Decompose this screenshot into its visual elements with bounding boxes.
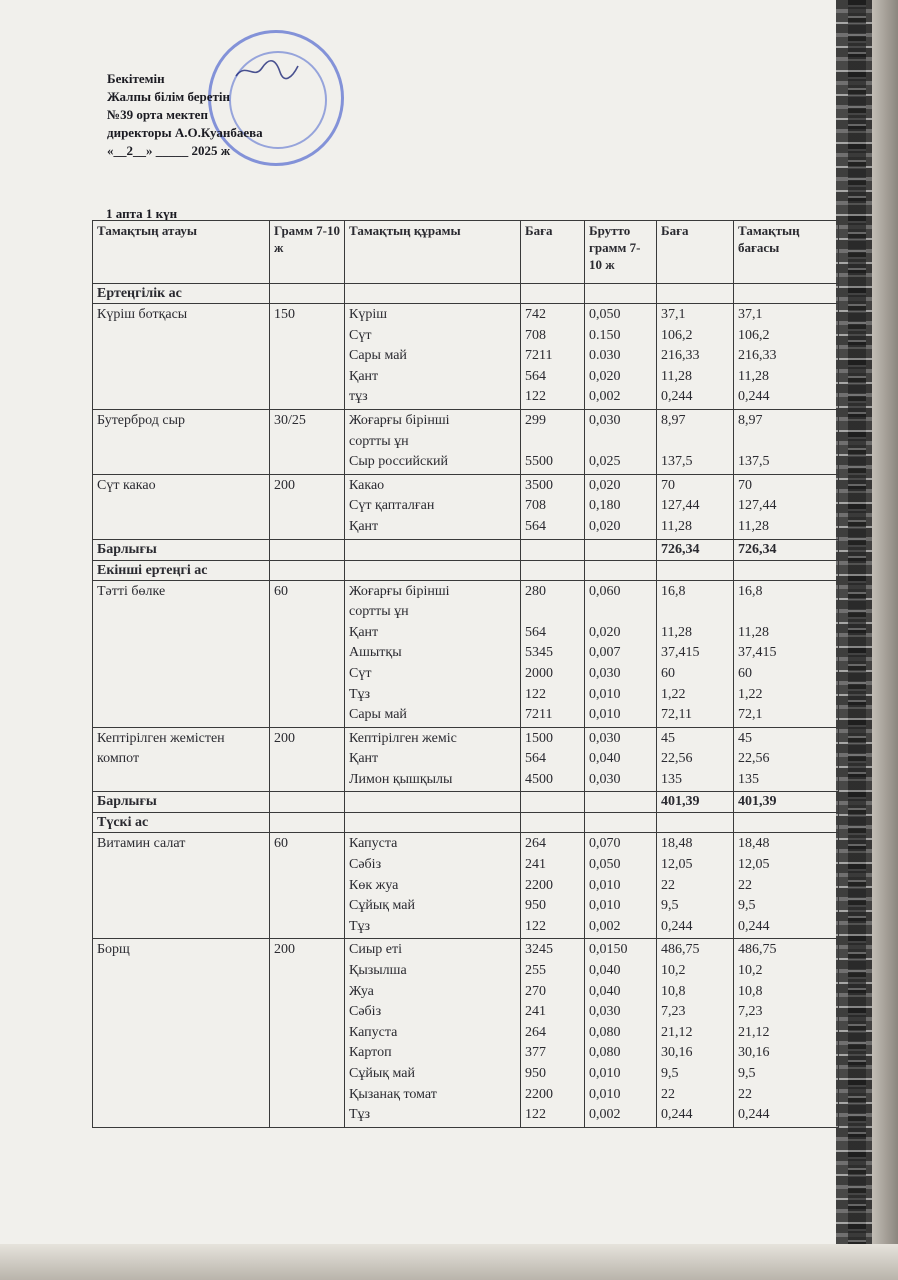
cell-line: 0,040 — [589, 751, 621, 767]
cell-line: 22 — [661, 1086, 675, 1102]
total-dish-price: 726,34 — [734, 539, 839, 560]
empty-cell — [521, 792, 585, 813]
cell-line: Тұз — [349, 686, 371, 702]
cell-line: 7211 — [525, 707, 553, 723]
dish-name: Кептірілген жемістен компот — [93, 727, 270, 792]
cell-line: 564 — [525, 751, 546, 767]
cell-line: Көк жуа — [349, 877, 399, 893]
cell-line: Қызанақ томат — [349, 1086, 437, 1102]
dish-brutto — [585, 409, 657, 474]
cell-line: 11,28 — [738, 368, 769, 384]
dish-total — [734, 939, 839, 1127]
empty-cell — [585, 539, 657, 560]
cell-line: Сүт — [349, 327, 372, 343]
cell-line: Қант — [349, 624, 379, 640]
cell-line: 0,030 — [589, 665, 621, 681]
dish-gram: 60 — [270, 580, 345, 727]
dish-cost — [657, 474, 734, 539]
bottom-surface — [0, 1244, 898, 1280]
cell-line: 216,33 — [661, 348, 700, 364]
cell-line: 0,040 — [589, 983, 621, 999]
cell-line: 3500 — [525, 477, 553, 493]
dish-price — [521, 409, 585, 474]
cell-line: Қант — [349, 751, 379, 767]
cell-line: 0,244 — [738, 389, 770, 405]
cell-line: 8,97 — [661, 412, 686, 428]
cell-line: 7211 — [525, 348, 553, 364]
dish-price — [521, 304, 585, 410]
cell-line: 22,56 — [661, 751, 693, 767]
cell-line: сортты ұн — [349, 604, 409, 620]
cell-line: 0,007 — [589, 645, 621, 661]
empty-cell — [657, 560, 734, 580]
cell-line: Сары май — [349, 348, 407, 364]
cell-line: 255 — [525, 963, 546, 979]
cell-line: 4500 — [525, 771, 553, 787]
cell-line: 8,97 — [738, 412, 763, 428]
cell-line: 564 — [525, 624, 546, 640]
empty-cell — [270, 792, 345, 813]
scan-edge-noise-inner — [848, 0, 866, 1280]
school-line: Жалпы білім беретін — [107, 89, 231, 104]
total-dish-price: 401,39 — [734, 792, 839, 813]
cell-line: Жуа — [349, 983, 374, 999]
cell-line: 45 — [738, 730, 752, 746]
empty-cell — [521, 284, 585, 304]
cell-line: 0,244 — [661, 918, 693, 934]
dish-ing — [345, 580, 521, 727]
dish-ing — [345, 409, 521, 474]
cell-line — [589, 432, 652, 453]
dish-gram: 150 — [270, 304, 345, 410]
dish-ing — [345, 474, 521, 539]
cell-line: 280 — [525, 583, 546, 599]
section-row — [93, 560, 839, 580]
total-cost: 726,34 — [657, 539, 734, 560]
cell-line: 0,070 — [589, 836, 621, 852]
cell-line: 216,33 — [738, 348, 777, 364]
dish-price — [521, 727, 585, 792]
cell-line: 11,28 — [738, 518, 769, 534]
cell-line: Капуста — [349, 1024, 398, 1040]
empty-cell — [734, 560, 839, 580]
cell-line: 0,030 — [589, 730, 621, 746]
cell-line: 0,244 — [738, 1107, 770, 1123]
empty-cell — [521, 813, 585, 833]
dish-brutto — [585, 304, 657, 410]
cell-line: 11,28 — [661, 624, 692, 640]
table-row — [93, 304, 839, 410]
dish-gram: 200 — [270, 727, 345, 792]
cell-line: 950 — [525, 898, 546, 914]
cell-line: 10,8 — [661, 983, 686, 999]
cell-line: 137,5 — [661, 454, 693, 470]
cell-line: 0,244 — [661, 1107, 693, 1123]
cell-line: 16,8 — [738, 583, 763, 599]
cell-line: Қант — [349, 368, 379, 384]
cell-line: 708 — [525, 498, 546, 514]
cell-line: Картоп — [349, 1045, 392, 1061]
cell-line: Какао — [349, 477, 385, 493]
col-gram: Грамм 7-10 ж — [270, 221, 345, 284]
dish-ing — [345, 939, 521, 1127]
empty-cell — [345, 813, 521, 833]
cell-line: 60 — [661, 665, 675, 681]
cell-line: 22 — [738, 1086, 752, 1102]
dish-name: Витамин салат — [93, 833, 270, 939]
cell-line: 264 — [525, 836, 546, 852]
cell-line: 30,16 — [661, 1045, 693, 1061]
cell-line: 2000 — [525, 665, 553, 681]
empty-cell — [585, 560, 657, 580]
cell-line: 377 — [525, 1045, 546, 1061]
empty-cell — [345, 539, 521, 560]
cell-line: 122 — [525, 1107, 546, 1123]
cell-line: сортты ұн — [349, 433, 409, 449]
cell-line: 0,180 — [589, 498, 621, 514]
cell-line: Сиыр еті — [349, 942, 402, 958]
cell-line: 37,1 — [738, 307, 763, 322]
table-row — [93, 833, 839, 939]
cell-line: 7,23 — [738, 1004, 763, 1020]
cell-line: 0,002 — [589, 1107, 621, 1123]
empty-cell — [521, 539, 585, 560]
dish-total — [734, 727, 839, 792]
cell-line: 0,030 — [589, 1004, 621, 1020]
cell-line: 37,415 — [661, 645, 700, 661]
col-ingredients: Тамақтың құрамы — [345, 221, 521, 284]
cell-line: Лимон қышқылы — [349, 771, 453, 787]
dish-ing — [345, 833, 521, 939]
cell-line: 9,5 — [738, 1066, 756, 1081]
cell-line: 2200 — [525, 1086, 553, 1102]
director-name: директоры А.О.Куанбаева — [107, 125, 263, 140]
cell-line: 0,010 — [589, 686, 621, 702]
cell-line: Сұйық май — [349, 898, 416, 914]
empty-cell — [270, 284, 345, 304]
cell-line — [525, 602, 580, 623]
cell-line: 122 — [525, 389, 546, 405]
cell-line: 1500 — [525, 730, 553, 746]
cell-line: 21,12 — [738, 1024, 770, 1040]
dish-total — [734, 304, 839, 410]
dish-price — [521, 474, 585, 539]
cell-line: 2200 — [525, 877, 553, 893]
dish-ing — [345, 304, 521, 410]
empty-cell — [734, 813, 839, 833]
dish-brutto — [585, 833, 657, 939]
dish-brutto — [585, 580, 657, 727]
approve-label: Бекітемін — [107, 71, 165, 86]
section-title: Түскі ас — [93, 813, 270, 833]
empty-cell — [585, 284, 657, 304]
empty-cell — [657, 813, 734, 833]
col-cost: Баға — [657, 221, 734, 284]
cell-line: 0,030 — [589, 412, 621, 428]
cell-line — [738, 432, 834, 453]
cell-line: 12,05 — [661, 857, 693, 873]
cell-line: 70 — [661, 477, 675, 493]
cell-line: 0,020 — [589, 368, 621, 384]
cell-line: 18,48 — [738, 836, 770, 852]
cell-line: 0,060 — [589, 583, 621, 599]
dish-name: Борщ — [93, 939, 270, 1127]
dish-cost — [657, 304, 734, 410]
col-brutto: Брутто грамм 7-10 ж — [585, 221, 657, 284]
cell-line: 127,44 — [738, 498, 777, 514]
cell-line: 270 — [525, 983, 546, 999]
empty-cell — [345, 560, 521, 580]
cell-line: Сүт қапталған — [349, 498, 435, 514]
dish-gram: 200 — [270, 474, 345, 539]
cell-line: 9,5 — [661, 1066, 679, 1081]
empty-cell — [345, 792, 521, 813]
approval-header — [107, 70, 263, 160]
dish-cost — [657, 409, 734, 474]
section-row — [93, 284, 839, 304]
cell-line: 22,56 — [738, 751, 770, 767]
dish-price — [521, 939, 585, 1127]
cell-line: Күріш — [349, 307, 388, 322]
cell-line: 11,28 — [661, 368, 692, 384]
section-title: Екінші ертеңгі ас — [93, 560, 270, 580]
cell-line: 18,48 — [661, 836, 693, 852]
cell-line — [525, 432, 580, 453]
cell-line: 10,8 — [738, 983, 763, 999]
cell-line: 22 — [738, 877, 752, 893]
dish-ing — [345, 727, 521, 792]
cell-line: 137,5 — [738, 454, 770, 470]
cell-line: 0,020 — [589, 518, 621, 534]
cell-line: Қант — [349, 518, 379, 534]
cell-line: 10,2 — [738, 963, 763, 979]
cell-line: 264 — [525, 1024, 546, 1040]
cell-line: 0,080 — [589, 1045, 621, 1061]
menu-table — [92, 220, 839, 1128]
cell-line: 0.030 — [589, 348, 621, 364]
cell-line: Сәбіз — [349, 857, 382, 873]
cell-line: 241 — [525, 857, 546, 873]
cell-line: 742 — [525, 307, 546, 322]
empty-cell — [734, 284, 839, 304]
cell-line: 5500 — [525, 454, 553, 470]
cell-line: 0,030 — [589, 771, 621, 787]
cell-line: 1,22 — [738, 686, 763, 702]
total-row — [93, 539, 839, 560]
cell-line: 0,080 — [589, 1024, 621, 1040]
cell-line: 0,050 — [589, 307, 621, 322]
cell-line: 0,010 — [589, 1086, 621, 1102]
col-dish-price: Тамақтың бағасы — [734, 221, 839, 284]
table-row — [93, 727, 839, 792]
cell-line: 72,1 — [738, 707, 763, 723]
cell-line: 72,11 — [661, 707, 692, 723]
dish-brutto — [585, 939, 657, 1127]
cell-line: Ашытқы — [349, 645, 402, 661]
cell-line: 22 — [661, 877, 675, 893]
cell-line: 0,010 — [589, 877, 621, 893]
cell-line: 106,2 — [738, 327, 770, 343]
cell-line: 60 — [738, 665, 752, 681]
cell-line: 9,5 — [738, 898, 756, 914]
cell-line: 122 — [525, 686, 546, 702]
section-row — [93, 813, 839, 833]
cell-line: 21,12 — [661, 1024, 693, 1040]
cell-line: 0,040 — [589, 963, 621, 979]
cell-line: 0,010 — [589, 898, 621, 914]
cell-line: 30,16 — [738, 1045, 770, 1061]
cell-line: 127,44 — [661, 498, 700, 514]
table-header-row — [93, 221, 839, 284]
dish-total — [734, 580, 839, 727]
cell-line: 0,0150 — [589, 942, 628, 958]
cell-line: 0,020 — [589, 477, 621, 493]
cell-line: Сұйық май — [349, 1066, 416, 1081]
dish-total — [734, 833, 839, 939]
cell-line: Қызылша — [349, 963, 407, 979]
cell-line: 564 — [525, 518, 546, 534]
cell-line: 950 — [525, 1066, 546, 1081]
cell-line: 0,010 — [589, 707, 621, 723]
dish-price — [521, 580, 585, 727]
cell-line: 135 — [738, 771, 759, 787]
dish-gram: 200 — [270, 939, 345, 1127]
cell-line: Капуста — [349, 836, 398, 852]
cell-line: 135 — [661, 771, 682, 787]
cell-line: 3245 — [525, 942, 553, 958]
empty-cell — [521, 560, 585, 580]
cell-line: 10,2 — [661, 963, 686, 979]
dish-total — [734, 409, 839, 474]
cell-line: Сыр российский — [349, 454, 449, 470]
empty-cell — [270, 813, 345, 833]
cell-line: Кептірілген жеміс — [349, 730, 457, 746]
cell-line: 37,415 — [738, 645, 777, 661]
cell-line: 0,002 — [589, 389, 621, 405]
cell-line: 299 — [525, 412, 546, 428]
cell-line: 7,23 — [661, 1004, 686, 1020]
cell-line: 12,05 — [738, 857, 770, 873]
cell-line: Тұз — [349, 918, 371, 934]
empty-cell — [585, 813, 657, 833]
cell-line: 0,025 — [589, 454, 621, 470]
cell-line: 0,002 — [589, 918, 621, 934]
cell-line — [738, 602, 834, 623]
empty-cell — [270, 539, 345, 560]
cell-line: 564 — [525, 368, 546, 384]
cell-line: 708 — [525, 327, 546, 343]
dish-gram: 30/25 — [270, 409, 345, 474]
empty-cell — [270, 560, 345, 580]
dish-brutto — [585, 727, 657, 792]
cell-line: 11,28 — [738, 624, 769, 640]
section-title: Ертеңгілік ас — [93, 284, 270, 304]
cell-line: 0,050 — [589, 857, 621, 873]
approval-date: «__2__» _____ 2025 ж — [107, 143, 231, 158]
school-number: №39 орта мектеп — [107, 107, 208, 122]
dish-cost — [657, 727, 734, 792]
dish-brutto — [585, 474, 657, 539]
total-label: Барлығы — [93, 792, 270, 813]
table-row — [93, 939, 839, 1127]
dish-name: Бутерброд сыр — [93, 409, 270, 474]
table-row — [93, 474, 839, 539]
empty-cell — [585, 792, 657, 813]
cell-line: Жоғарғы бірінші — [349, 412, 450, 428]
cell-line: 9,5 — [661, 898, 679, 914]
dish-name: Тәтті бөлке — [93, 580, 270, 727]
cell-line: 0,010 — [589, 1066, 621, 1081]
cell-line — [589, 602, 652, 623]
cell-line: 37,1 — [661, 307, 686, 322]
dish-cost — [657, 939, 734, 1127]
total-row — [93, 792, 839, 813]
dish-cost — [657, 580, 734, 727]
col-dish-name: Тамақтың атауы — [93, 221, 270, 284]
cell-line: 486,75 — [661, 942, 700, 958]
cell-line: Сүт — [349, 665, 372, 681]
cell-line: тұз — [349, 389, 368, 405]
empty-cell — [345, 284, 521, 304]
dish-total — [734, 474, 839, 539]
cell-line: 486,75 — [738, 942, 777, 958]
cell-line: 0,244 — [661, 389, 693, 405]
cell-line: 0.150 — [589, 327, 621, 343]
cell-line: 241 — [525, 1004, 546, 1020]
cell-line: 5345 — [525, 645, 553, 661]
cell-line: Жоғарғы бірінші — [349, 583, 450, 599]
dish-name: Сүт какао — [93, 474, 270, 539]
table-row — [93, 580, 839, 727]
cell-line: 1,22 — [661, 686, 686, 702]
dish-gram: 60 — [270, 833, 345, 939]
table-row — [93, 409, 839, 474]
cell-line: 122 — [525, 918, 546, 934]
cell-line — [661, 602, 729, 623]
cell-line: 70 — [738, 477, 752, 493]
cell-line: 45 — [661, 730, 675, 746]
dish-price — [521, 833, 585, 939]
cell-line — [661, 432, 729, 453]
col-price: Баға — [521, 221, 585, 284]
cell-line: 11,28 — [661, 518, 692, 534]
total-label: Барлығы — [93, 539, 270, 560]
cell-line: 0,020 — [589, 624, 621, 640]
cell-line: Сары май — [349, 707, 407, 723]
cell-line: Сәбіз — [349, 1004, 382, 1020]
cell-line: Тұз — [349, 1107, 371, 1123]
empty-cell — [657, 284, 734, 304]
day-title: 1 апта 1 күн — [106, 206, 178, 221]
dish-name: Күріш ботқасы — [93, 304, 270, 410]
dish-cost — [657, 833, 734, 939]
cell-line: 0,244 — [738, 918, 770, 934]
total-cost: 401,39 — [657, 792, 734, 813]
cell-line: 16,8 — [661, 583, 686, 599]
cell-line: 106,2 — [661, 327, 693, 343]
